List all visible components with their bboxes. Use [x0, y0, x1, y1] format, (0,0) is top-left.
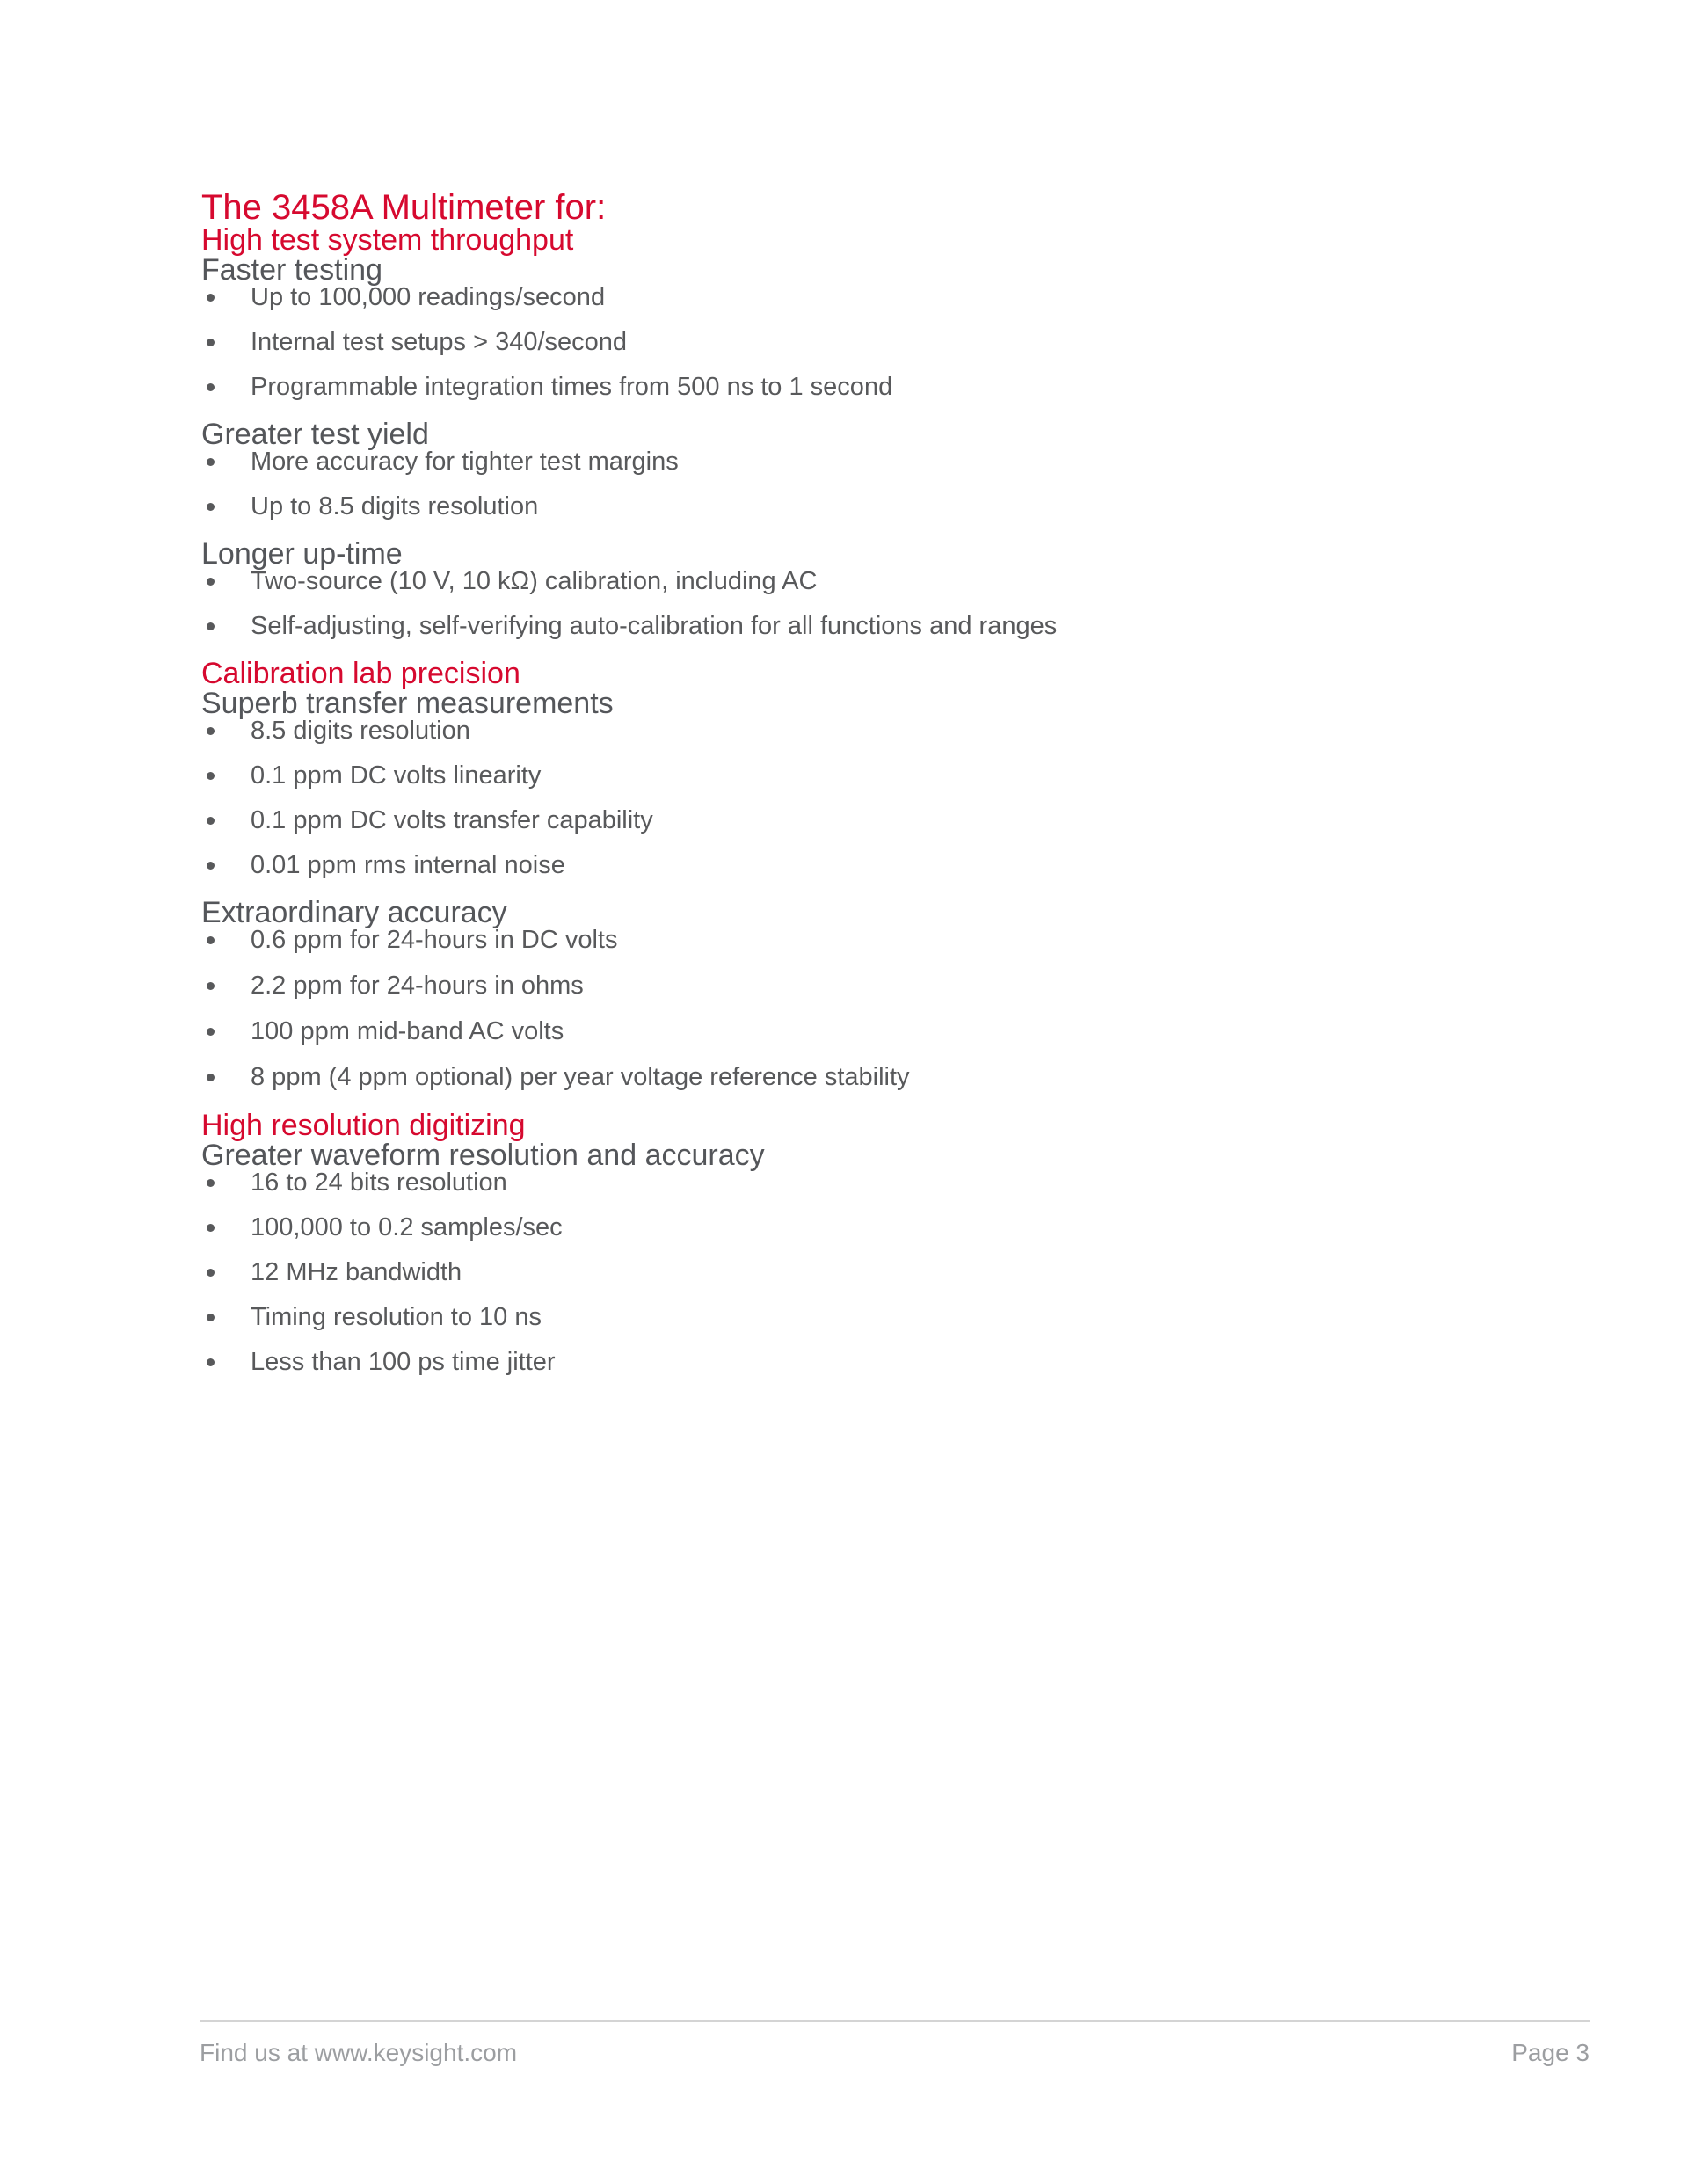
bullet-item: 0.1 ppm DC volts transfer capability	[201, 808, 1611, 834]
bullet-list	[201, 718, 1611, 878]
subsection-heading: Greater waveform resolution and accuracy	[201, 1139, 765, 1172]
bullet-list	[201, 569, 1611, 639]
bullet-list	[201, 928, 1611, 1090]
bullet-item: 8.5 digits resolution	[201, 718, 1611, 744]
bullet-item: 12 MHz bandwidth	[201, 1260, 1611, 1285]
bullet-item: 0.01 ppm rms internal noise	[201, 853, 1611, 878]
bullet-item: 2.2 ppm for 24-hours in ohms	[201, 973, 1611, 999]
bullet-item: 100 ppm mid-band AC volts	[201, 1019, 1611, 1045]
bullet-item: Internal test setups > 340/second	[201, 330, 1611, 355]
bullet-item: 8 ppm (4 ppm optional) per year voltage reference stability	[201, 1065, 1611, 1090]
bullet-item: Up to 8.5 digits resolution	[201, 494, 1611, 520]
bullet-item: Less than 100 ps time jitter	[201, 1350, 1611, 1375]
bullet-item: Two-source (10 V, 10 kΩ) calibration, including AC	[201, 569, 1611, 594]
page-title: The 3458A Multimeter for:	[201, 188, 607, 227]
section-high-resolution-digitizing	[201, 1110, 1611, 1375]
subsection-heading: Faster testing	[201, 253, 382, 287]
bullet-list	[201, 1170, 1611, 1375]
subsection-heading: Longer up-time	[201, 537, 403, 571]
bullet-item: 0.6 ppm for 24-hours in DC volts	[201, 928, 1611, 953]
bullet-item: 0.1 ppm DC volts linearity	[201, 763, 1611, 789]
bullet-item: Self-adjusting, self-verifying auto-calibration for all functions and ranges	[201, 614, 1611, 639]
page-footer	[200, 2020, 1590, 2065]
bullet-item: Programmable integration times from 500 ns to 1 second	[201, 375, 1611, 400]
bullet-item: Up to 100,000 readings/second	[201, 285, 1611, 310]
section-high-test-system-throughput	[201, 225, 1611, 639]
section-heading: Calibration lab precision	[201, 657, 520, 690]
section-heading: High test system throughput	[201, 223, 574, 257]
bullet-item: Timing resolution to 10 ns	[201, 1305, 1611, 1330]
section-heading: High resolution digitizing	[201, 1109, 526, 1142]
footer-row	[200, 2022, 1590, 2065]
subsection-heading: Greater test yield	[201, 418, 429, 451]
bullet-list	[201, 449, 1611, 520]
bullet-item: 100,000 to 0.2 samples/sec	[201, 1215, 1611, 1241]
footer-find-us-text: Find us at www.keysight.com	[200, 2039, 518, 2066]
footer-page-number: Page 3	[1511, 2039, 1590, 2066]
bullet-item: More accuracy for tighter test margins	[201, 449, 1611, 475]
subsection-heading: Superb transfer measurements	[201, 687, 614, 720]
bullet-item: 16 to 24 bits resolution	[201, 1170, 1611, 1196]
section-calibration-lab-precision	[201, 659, 1611, 1090]
subsection-heading: Extraordinary accuracy	[201, 896, 507, 929]
bullet-list	[201, 285, 1611, 400]
